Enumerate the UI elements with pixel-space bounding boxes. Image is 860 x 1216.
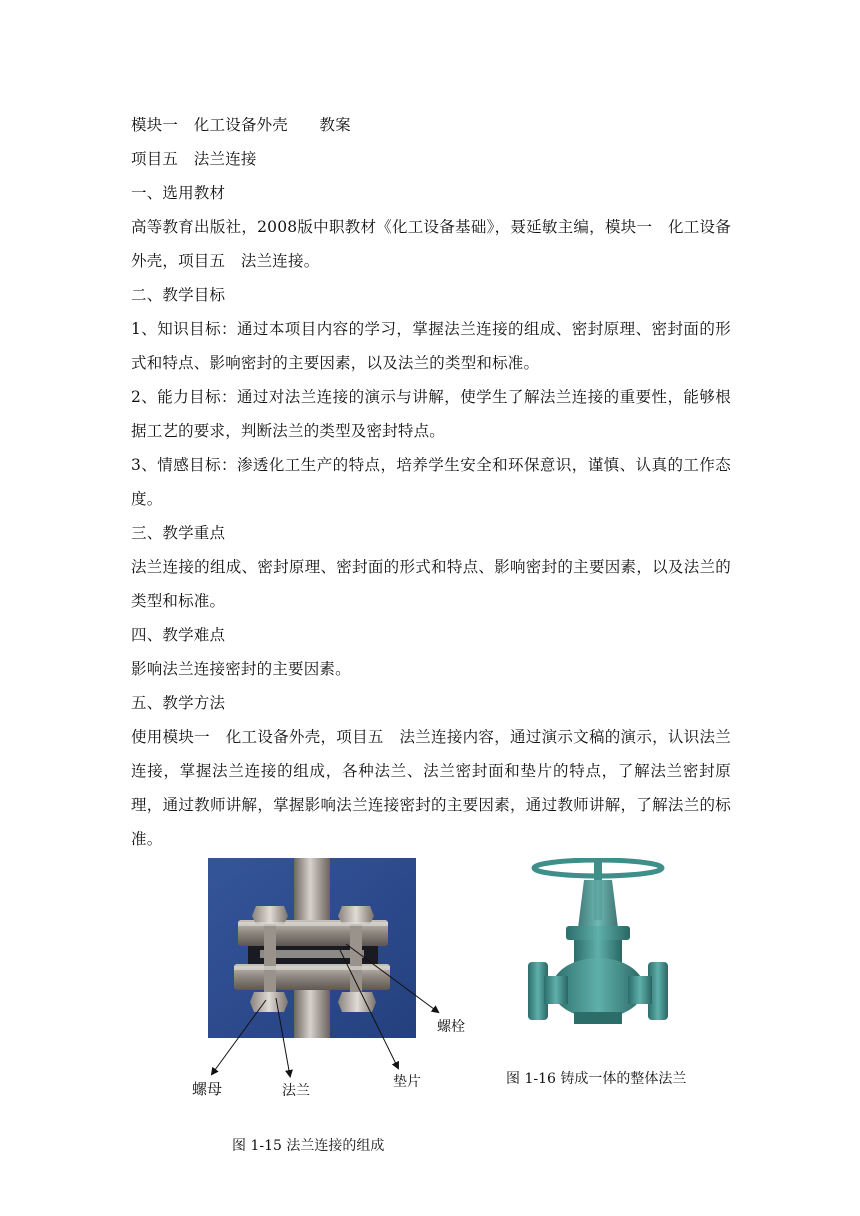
paragraph-methods: 使用模块一 化工设备外壳，项目五 法兰连接内容，通过演示文稿的演示，认识法兰连接，掌握法兰连接的组成，各种法兰、法兰密封面和垫片的特点，了解法兰密封原理，通过教师讲解，掌握影响法兰连接密封的主要因素，通过教师讲解，了解法兰的标准。 [131, 728, 731, 848]
doc-title: 模块一 化工设备外壳 教案 [131, 116, 351, 134]
doc-subtitle: 项目五 法兰连接 [131, 150, 257, 168]
paragraph-emotion-goal: 3、情感目标：渗透化工生产的特点，培养学生安全和环保意识，谨慎、认真的工作态度。 [131, 456, 731, 508]
label-bolt: 螺栓 [437, 1019, 465, 1035]
section-heading-3: 三、教学重点 [131, 524, 226, 542]
section-heading-5: 五、教学方法 [131, 694, 226, 712]
label-gasket: 垫片 [393, 1074, 421, 1090]
integral-flange-valve-photo [514, 858, 674, 1038]
document-body [131, 108, 731, 856]
section-heading-1: 一、选用教材 [131, 184, 226, 202]
flange-connection-photo [208, 858, 416, 1038]
figure1-caption: 图 1-15 法兰连接的组成 [232, 1138, 385, 1154]
label-nut: 螺母 [192, 1080, 223, 1098]
figure2-caption: 图 1-16 铸成一体的整体法兰 [506, 1071, 687, 1087]
paragraph-difficulties: 影响法兰连接密封的主要因素。 [131, 660, 351, 678]
paragraph-key-points: 法兰连接的组成、密封原理、密封面的形式和特点、影响密封的主要因素，以及法兰的类型和标准。 [131, 558, 731, 610]
paragraph-knowledge-goal: 1、知识目标：通过本项目内容的学习，掌握法兰连接的组成、密封原理、密封面的形式和特点、影响密封的主要因素，以及法兰的类型和标准。 [131, 320, 731, 372]
section-heading-2: 二、教学目标 [131, 286, 226, 304]
label-flange: 法兰 [282, 1083, 310, 1099]
paragraph-ability-goal: 2、能力目标：通过对法兰连接的演示与讲解，使学生了解法兰连接的重要性，能够根据工艺的要求，判断法兰的类型及密封特点。 [131, 388, 731, 440]
section-heading-4: 四、教学难点 [131, 626, 226, 644]
paragraph-textbook: 高等教育出版社，2008版中职教材《化工设备基础》，聂延敏主编，模块一 化工设备外壳，项目五 法兰连接。 [131, 218, 731, 270]
